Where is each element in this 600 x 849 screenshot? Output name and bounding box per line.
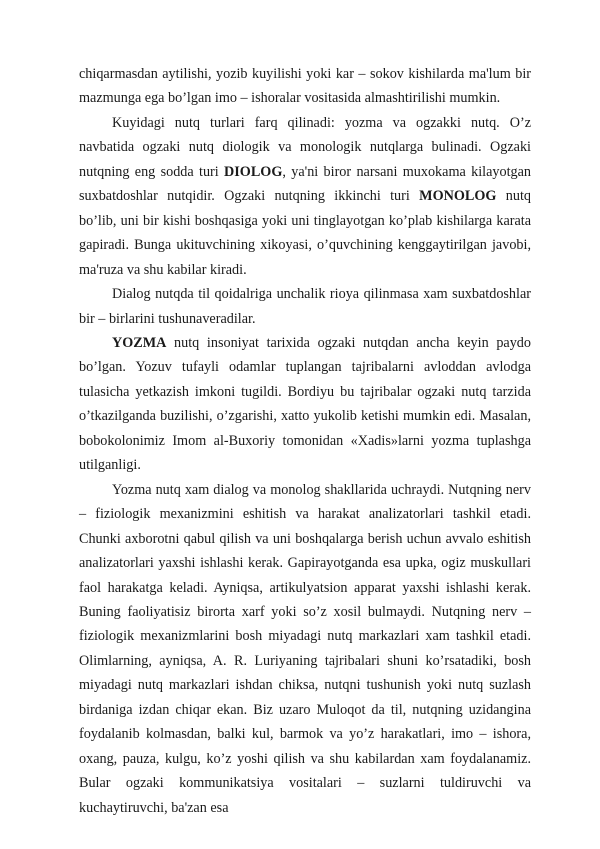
paragraph-text: , ya'ni biror narsani muxokama kilayotgan suxbatdoshlar nutqidir. Ogzaki nutqning ikkinchi turi bbox=[79, 163, 531, 205]
paragraph-text: chiqarmasdan aytilishi, yozib kuyilishi yoki kar – sokov kishilarda ma'lum bir mazmunga ega bo’lgan imo – ishoralar vositasida almashtirilishi mumkin. bbox=[79, 66, 531, 107]
paragraph-text: Yozma nutq xam dialog va monolog shakllarida uchraydi. Nutqning nerv – fiziologik mexanizmini eshitish va harakat analizatorlari tashkil etadi. Chunki axborotni qabul qilish va uni boshqalarga berish uchun avvalo eshitish analizatorlari yaxshi ishlashi kerak. Gapirayotganda esa upka, ogiz muskullari faol harakatga keladi. Ayniqsa, artikulyatsion apparat yaxshi ishlashi kerak. Buning faoliyatisiz birorta xarf yoki so’z xosil bulmaydi. Nutqning nerv – fiziologik mexanizmlarini bosh miyadagi nutq markazlari xam tashkil etadi. Olimlarning, ayniqsa, A. R. Luriyaning tajribalari shuni ko’rsatadiki, bosh miyadagi nutq markazlari ishdan chiksa, nutqni tushunish yoki nutq suzlash birdaniga izdan chiqar ekan. Biz uzaro Muloqot da til, nutqning uzidangina foydalanib kolmasdan, balki kul, barmok va yo’z harakatlari, imo – ishora, oxang, pauza, kulgu, ko’z yoshi qilish va shu kabilardan xam foydalanamiz. Bular ogzaki kommunikatsiya vositalari – suzlarni tuldiruvchi va kuchaytiruvchi, ba'zan esa bbox=[79, 481, 531, 816]
paragraph-text: Dialog nutqda til qoidalriga unchalik rioya qilinmasa xam suxbatdoshlar bir – birlarini tushunaveradilar. bbox=[79, 286, 531, 327]
paragraph-text: nutq insoniyat tarixida ogzaki nutqdan ancha keyin paydo bo’lgan. Yozuv tufayli odamlar tuplangan tajribalarni avloddan avlodga tulasicha yetkazish imkoni tugildi. Bordiyu bu tajribalar ogzaki nutq tarzida o’tkazilganda buzilishi, o’zgarishi, xatto yukolib ketishi mumkin edi. Masalan, bobokolonimiz Imom al-Buxoriy tomonidan «Xadis»larni yozma tuplashga utilganligi. bbox=[79, 334, 531, 474]
paragraph-text: Kuyidagi nutq turlari farq qilinadi: yozma va ogzakki nutq. O’z navbatida ogzaki nutq diologik va monologik nutqlarga bulinadi. Ogzaki nutqning eng sodda turi bbox=[79, 114, 531, 180]
paragraph-speech-types bbox=[79, 111, 531, 282]
paragraph-text: nutq bo’lib, uni bir kishi boshqasiga yoki uni tinglayotgan ko’plab kishilarga karata gapiradi. Bunga ukituvchining xikoyasi, o’quvchining kenggaytirilgan javobi, ma'ruza va shu kabilar kiradi. bbox=[79, 188, 531, 278]
document-page bbox=[79, 62, 531, 820]
term-yozma: YOZMA bbox=[112, 334, 167, 351]
term-monolog: MONOLOG bbox=[419, 188, 497, 205]
paragraph-written-speech bbox=[79, 331, 531, 478]
term-diolog: DIOLOG bbox=[224, 163, 283, 180]
paragraph-dialog-rules bbox=[79, 282, 531, 331]
paragraph-continuation bbox=[79, 62, 531, 111]
paragraph-speech-mechanism bbox=[79, 478, 531, 820]
